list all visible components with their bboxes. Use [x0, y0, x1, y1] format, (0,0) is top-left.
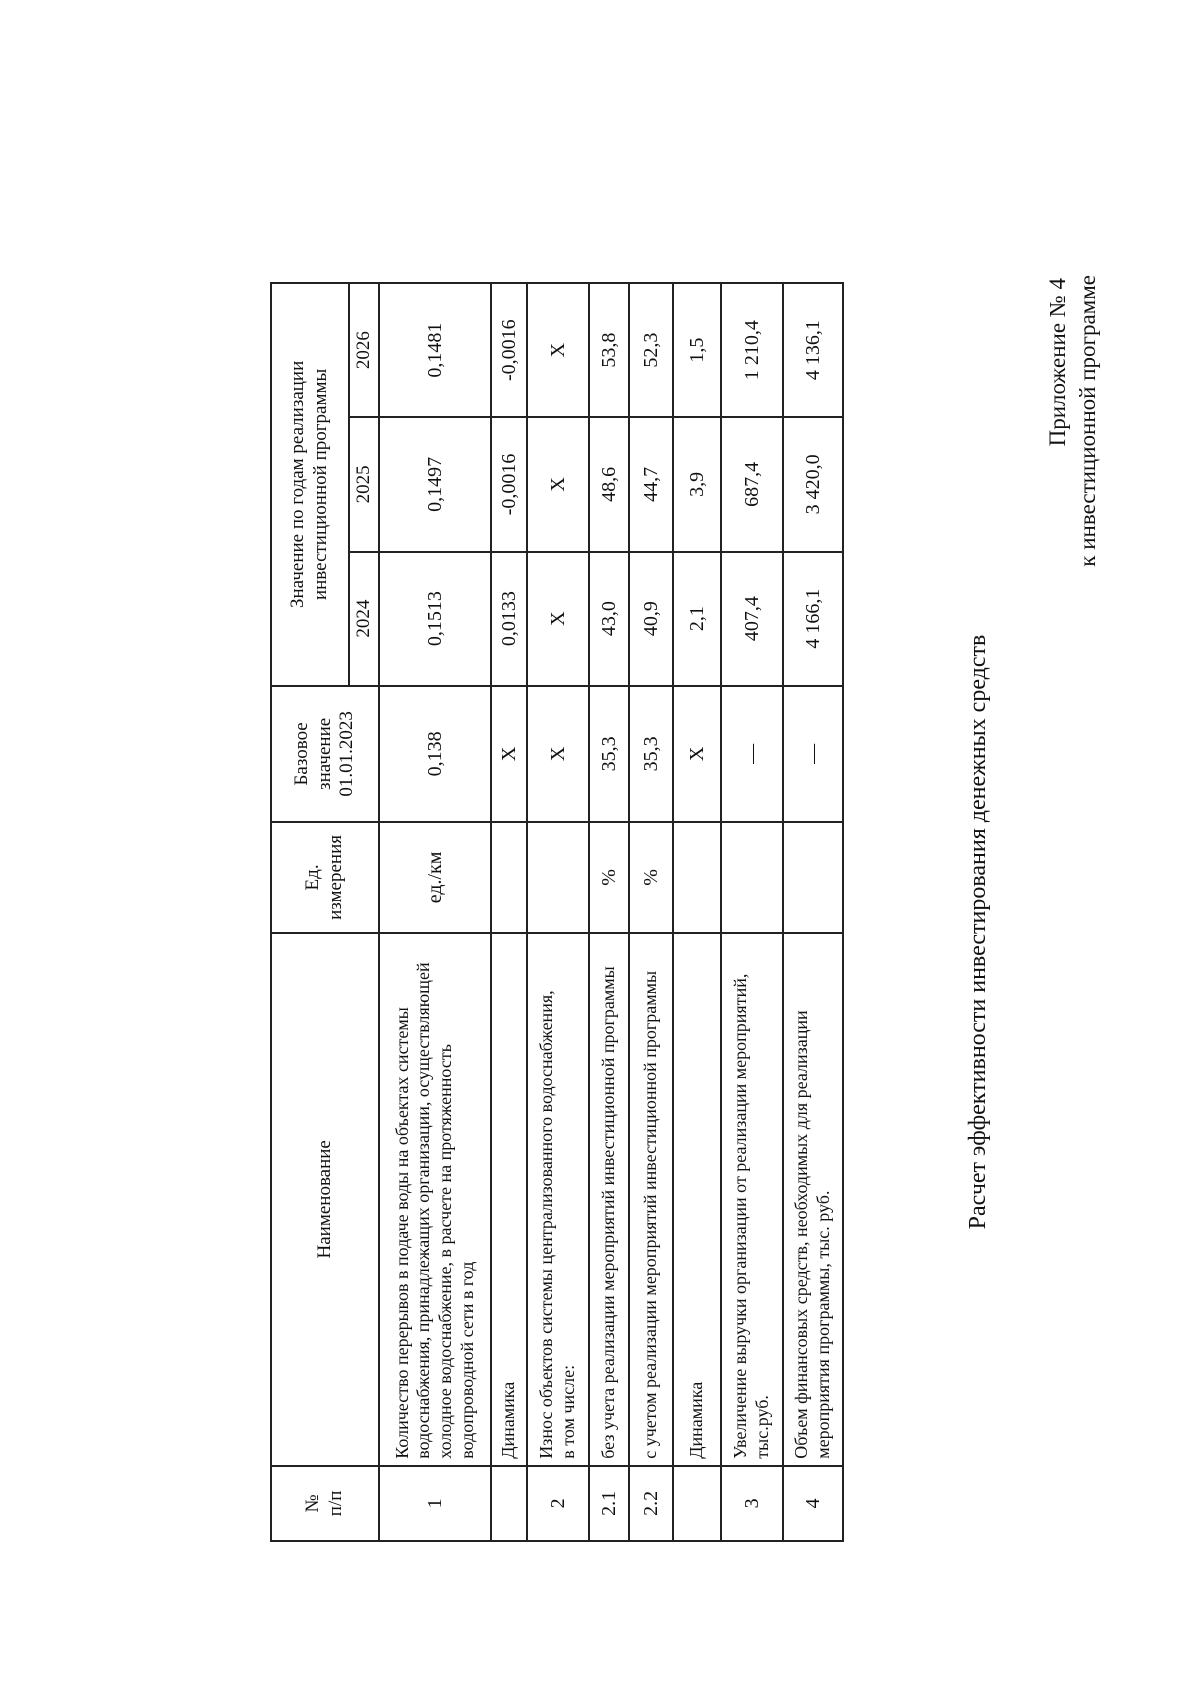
- header-year-2026: 2026: [349, 283, 379, 417]
- row-2025: -0,0016: [491, 417, 527, 551]
- row-name: с учетом реализации мероприятий инвестиционной программы: [629, 933, 673, 1466]
- row-2025: 687,4: [721, 417, 783, 551]
- row-base: X: [491, 686, 527, 822]
- row-2025: 0,1497: [379, 417, 491, 551]
- row-2024: 0,1513: [379, 552, 491, 686]
- row-base: X: [527, 686, 589, 822]
- row-2026: 1 210,4: [721, 283, 783, 417]
- row-num: 3: [721, 1466, 783, 1541]
- row-num: 4: [783, 1466, 843, 1541]
- row-num: [491, 1466, 527, 1541]
- row-base: 35,3: [589, 686, 629, 822]
- row-2025: 48,6: [589, 417, 629, 551]
- row-name: Износ объектов системы централизованного водоснабжения, в том числе:: [527, 933, 589, 1466]
- row-2026: 4 136,1: [783, 283, 843, 417]
- row-unit: [673, 822, 721, 933]
- row-name: Динамика: [491, 933, 527, 1466]
- header-base: Базовое значение 01.01.2023: [271, 686, 379, 822]
- table-row: [491, 283, 527, 1541]
- row-2024: 4 166,1: [783, 552, 843, 686]
- row-unit: [491, 822, 527, 933]
- document-title: Расчет эффективности инвестирования денежных средств: [965, 634, 991, 1230]
- row-2026: 53,8: [589, 283, 629, 417]
- header-years-group: Значение по годам реализации инвестиционной программы: [271, 283, 349, 686]
- row-name: Динамика: [673, 933, 721, 1466]
- row-2026: X: [527, 283, 589, 417]
- table-row: [783, 283, 843, 1541]
- row-2026: -0,0016: [491, 283, 527, 417]
- row-unit: %: [629, 822, 673, 933]
- row-2024: 43,0: [589, 552, 629, 686]
- row-unit: ед./км: [379, 822, 491, 933]
- row-num: 1: [379, 1466, 491, 1541]
- header-num: № п/п: [271, 1466, 379, 1541]
- row-name: Увеличение выручки организации от реализации мероприятий, тыс.руб.: [721, 933, 783, 1466]
- row-2025: 3 420,0: [783, 417, 843, 551]
- row-unit: [721, 822, 783, 933]
- row-base: 0,138: [379, 686, 491, 822]
- row-2026: 1,5: [673, 283, 721, 417]
- row-num: 2: [527, 1466, 589, 1541]
- table-row: [589, 283, 629, 1541]
- row-unit: %: [589, 822, 629, 933]
- table-row: [629, 283, 673, 1541]
- row-num: 2.2: [629, 1466, 673, 1541]
- row-num: [673, 1466, 721, 1541]
- row-name: Объем финансовых средств, необходимых для реализации мероприятия программы, тыс. руб.: [783, 933, 843, 1466]
- header-year-2025: 2025: [349, 417, 379, 551]
- row-unit: [527, 822, 589, 933]
- table-row: [673, 283, 721, 1541]
- appendix-subtitle: к инвестиционной программе: [1075, 275, 1100, 567]
- row-unit: [783, 822, 843, 933]
- efficiency-table: [270, 282, 844, 1542]
- header-year-2024: 2024: [349, 552, 379, 686]
- table-row: [527, 283, 589, 1541]
- row-2024: 40,9: [629, 552, 673, 686]
- row-2026: 52,3: [629, 283, 673, 417]
- row-base: —: [783, 686, 843, 822]
- row-base: X: [673, 686, 721, 822]
- header-unit: Ед. измерения: [271, 822, 379, 933]
- row-2025: 44,7: [629, 417, 673, 551]
- row-num: 2.1: [589, 1466, 629, 1541]
- row-2024: 0,0133: [491, 552, 527, 686]
- table-row: [379, 283, 491, 1541]
- row-name: без учета реализации мероприятий инвестиционной программы: [589, 933, 629, 1466]
- row-2025: 3,9: [673, 417, 721, 551]
- row-2026: 0,1481: [379, 283, 491, 417]
- row-2025: X: [527, 417, 589, 551]
- header-name: Наименование: [271, 933, 379, 1466]
- table-row: [721, 283, 783, 1541]
- row-2024: 407,4: [721, 552, 783, 686]
- appendix-number: Приложение № 4: [1045, 278, 1070, 447]
- row-base: —: [721, 686, 783, 822]
- row-name: Количество перерывов в подаче воды на объектах системы водоснабжения, принадлежащих организации, осуществляющей холодное водоснабжение, в расчете на протяженность водопроводной сети в год: [379, 933, 491, 1466]
- row-2024: 2,1: [673, 552, 721, 686]
- row-2024: X: [527, 552, 589, 686]
- row-base: 35,3: [629, 686, 673, 822]
